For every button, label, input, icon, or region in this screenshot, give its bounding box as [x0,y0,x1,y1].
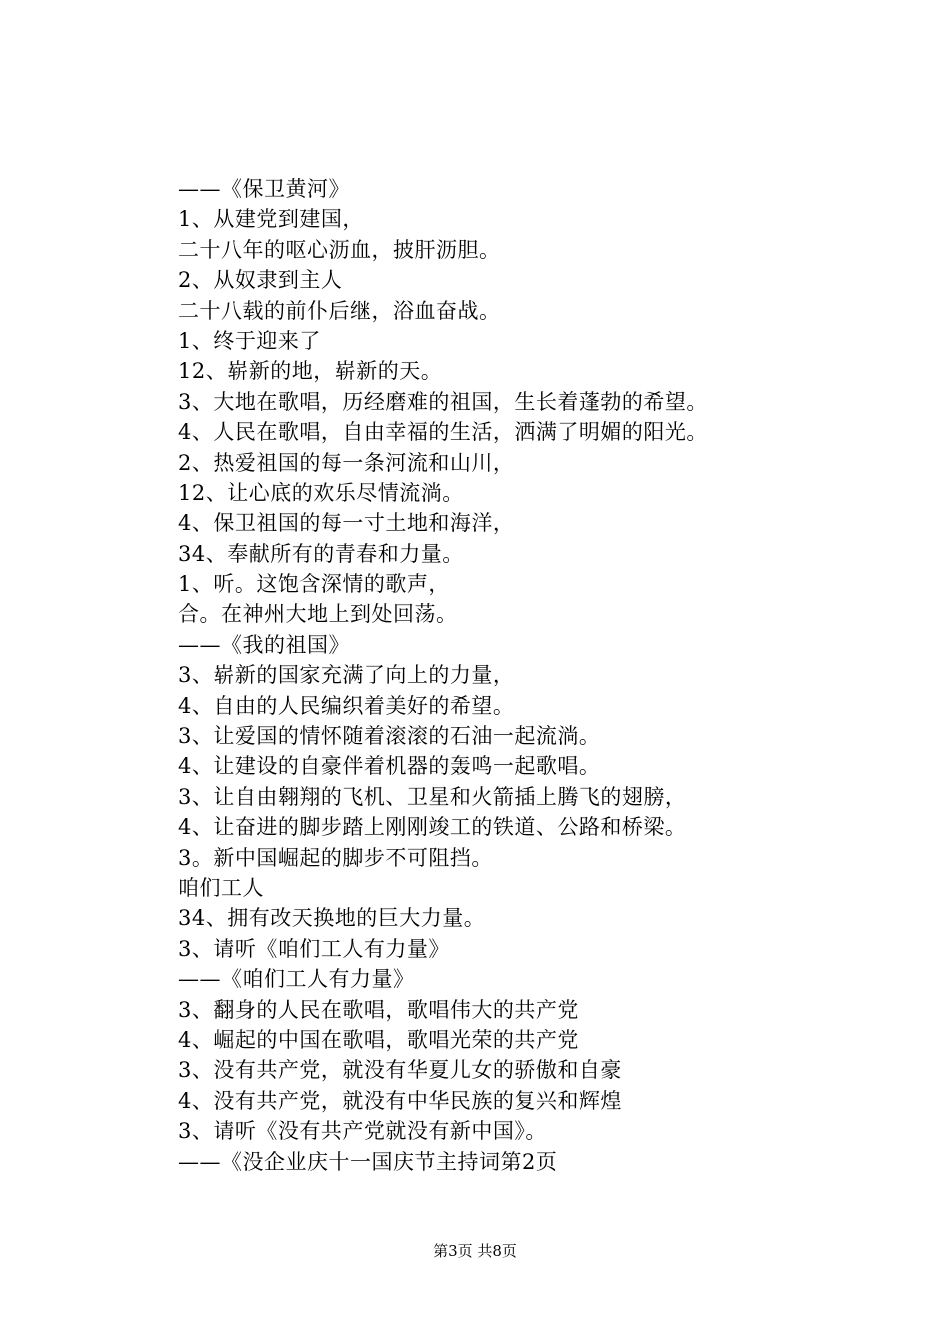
text-line: 12、让心底的欢乐尽情流淌。 [178,480,464,505]
text-line: 3、请听《咱们工人有力量》 [178,936,450,961]
page-number-footer: 第3页 共8页 [433,1242,517,1260]
text-line: 1、从建党到建国， [178,207,364,232]
text-line: 1、终于迎来了 [178,328,321,353]
text-line: 3、让自由翱翔的飞机、卫星和火箭插上腾飞的翅膀， [178,784,687,809]
text-line: 4、没有共产党，就没有中华民族的复兴和辉煌 [178,1088,622,1113]
text-line: ——《我的祖国》 [178,632,350,657]
text-line: 3、请听《没有共产党就没有新中国》。 [178,1119,547,1144]
text-line: 4、保卫祖国的每一寸土地和海洋， [178,511,515,536]
text-line: 4、人民在歌唱，自由幸福的生活，洒满了明媚的阳光。 [178,420,708,445]
text-line: 34、奉献所有的青春和力量。 [178,541,464,566]
text-line: 4、崛起的中国在歌唱，歌唱光荣的共产党 [178,1027,579,1052]
text-line: 3、让爱国的情怀随着滚滚的石油一起流淌。 [178,724,601,749]
text-line: 4、让建设的自豪伴着机器的轰鸣一起歌唱。 [178,754,601,779]
text-line: 3。新中国崛起的脚步不可阻挡。 [178,845,493,870]
text-line: 二十八载的前仆后继，浴血奋战。 [178,298,501,323]
text-line: 3、大地在歌唱，历经磨难的祖国，生长着蓬勃的希望。 [178,389,708,414]
text-line: 12、崭新的地，崭新的天。 [178,359,443,384]
text-line: 咱们工人 [178,875,264,900]
text-line: 4、自由的人民编织着美好的希望。 [178,693,515,718]
text-line: 2、热爱祖国的每一条河流和山川， [178,450,515,475]
document-body [178,174,878,1177]
text-line: 2、从奴隶到主人 [178,268,343,293]
text-line: 合。在神州大地上到处回荡。 [178,602,458,627]
text-line: ——《咱们工人有力量》 [178,967,415,992]
text-line: 3、没有共产党，就没有华夏儿女的骄傲和自豪 [178,1058,622,1083]
text-line: 二十八年的呕心沥血，披肝沥胆。 [178,237,501,262]
text-line: 34、拥有改天换地的巨大力量。 [178,906,486,931]
text-line: ——《没企业庆十一国庆节主持词第2页 [178,1149,558,1174]
text-line: 4、让奋进的脚步踏上刚刚竣工的铁道、公路和桥梁。 [178,815,687,840]
text-line: 1、听。这饱含深情的歌声， [178,572,450,597]
text-line: 3、翻身的人民在歌唱，歌唱伟大的共产党 [178,997,579,1022]
text-line: 3、崭新的国家充满了向上的力量， [178,663,515,688]
text-line: ——《保卫黄河》 [178,177,350,201]
